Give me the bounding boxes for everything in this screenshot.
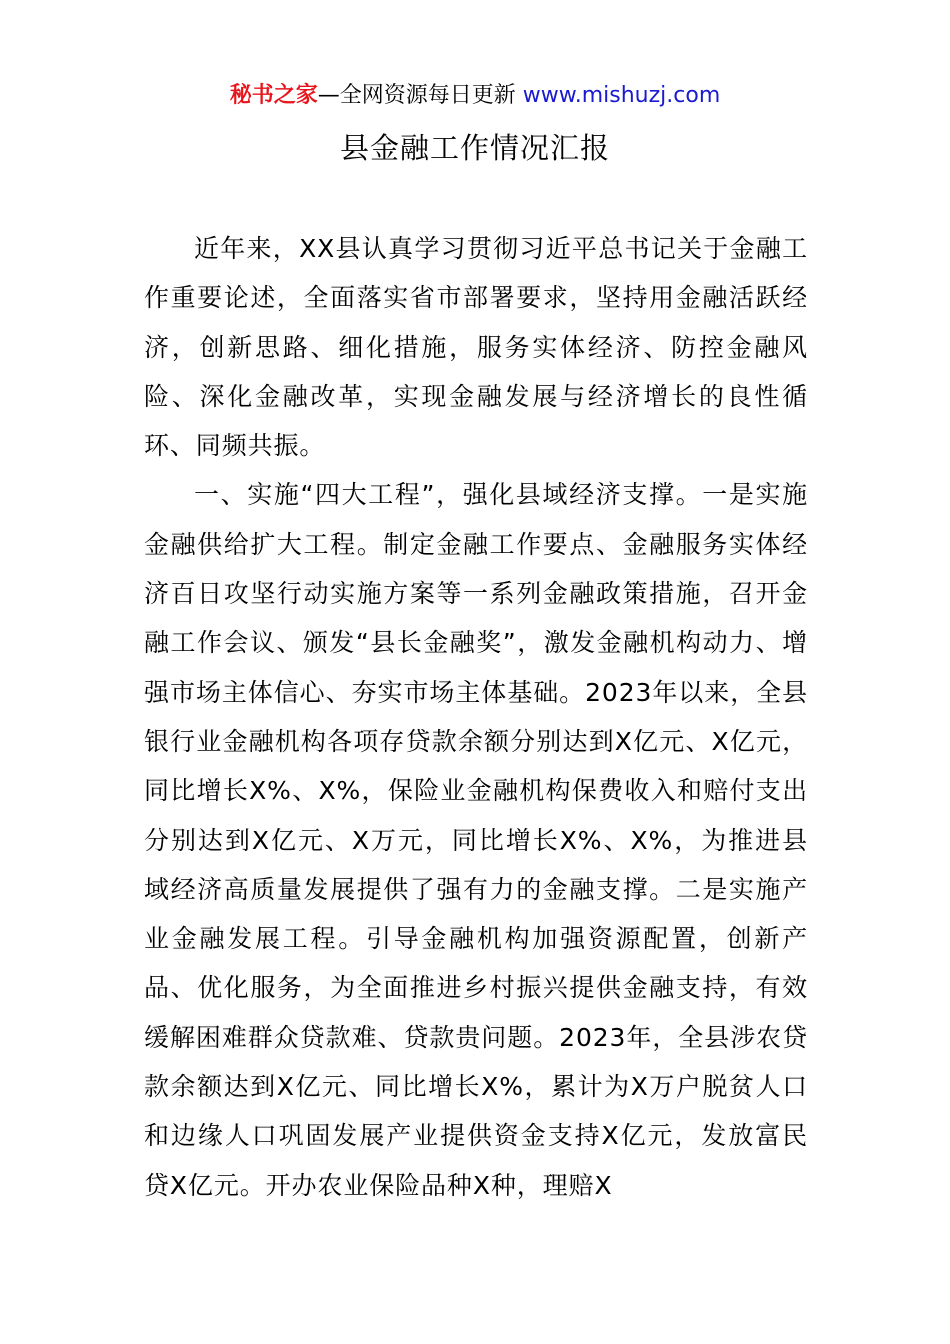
site-url-link[interactable]: www.mishuzj.com [522,83,721,108]
brand-name: 秘书之家 [229,83,318,108]
document-title: 县金融工作情况汇报 [339,131,610,165]
section-one-paragraph: 一、实施“四大工程”，强化县域经济支撑。一是实施金融供给扩大工程。制定金融工作要点、金融服务实体经济百日攻坚行动实施方案等一系列金融政策措施，召开金融工作会议、颁发“县长金融奖”，激发金融机构动力、增强市场主体信心、夯实市场主体基础。2023年以来，全县银行业金融机构各项存贷款余额分别达到X亿元、X亿元，同比增长X%、X%，保险业金融机构保费收入和赔付支出分别达到X亿元、X万元，同比增长X%、X%，为推进县域经济高质量发展提供了强有力的金融支撑。二是实施产业金融发展工程。引导金融机构加强资源配置，创新产品、优化服务，为全面推进乡村振兴提供金融支持，有效缓解困难群众贷款难、贷款贵问题。2023年，全县涉农贷款余额达到X亿元、同比增长X%，累计为X万户脱贫人口和边缘人口巩固发展产业提供资金支持X亿元，发放富民贷X亿元。开办农业保险品种X种，理赔X [144,480,808,1200]
intro-paragraph: 近年来，XX县认真学习贯彻习近平总书记关于金融工作重要论述，全面落实省市部署要求，坚持用金融活跃经济，创新思路、细化措施，服务实体经济、防控金融风险、深化金融改革，实现金融发展与经济增长的良性循环、同频共振。 [144,234,808,461]
document-body [144,224,808,1210]
site-header [0,80,950,112]
header-tagline: —全网资源每日更新 [317,83,523,108]
